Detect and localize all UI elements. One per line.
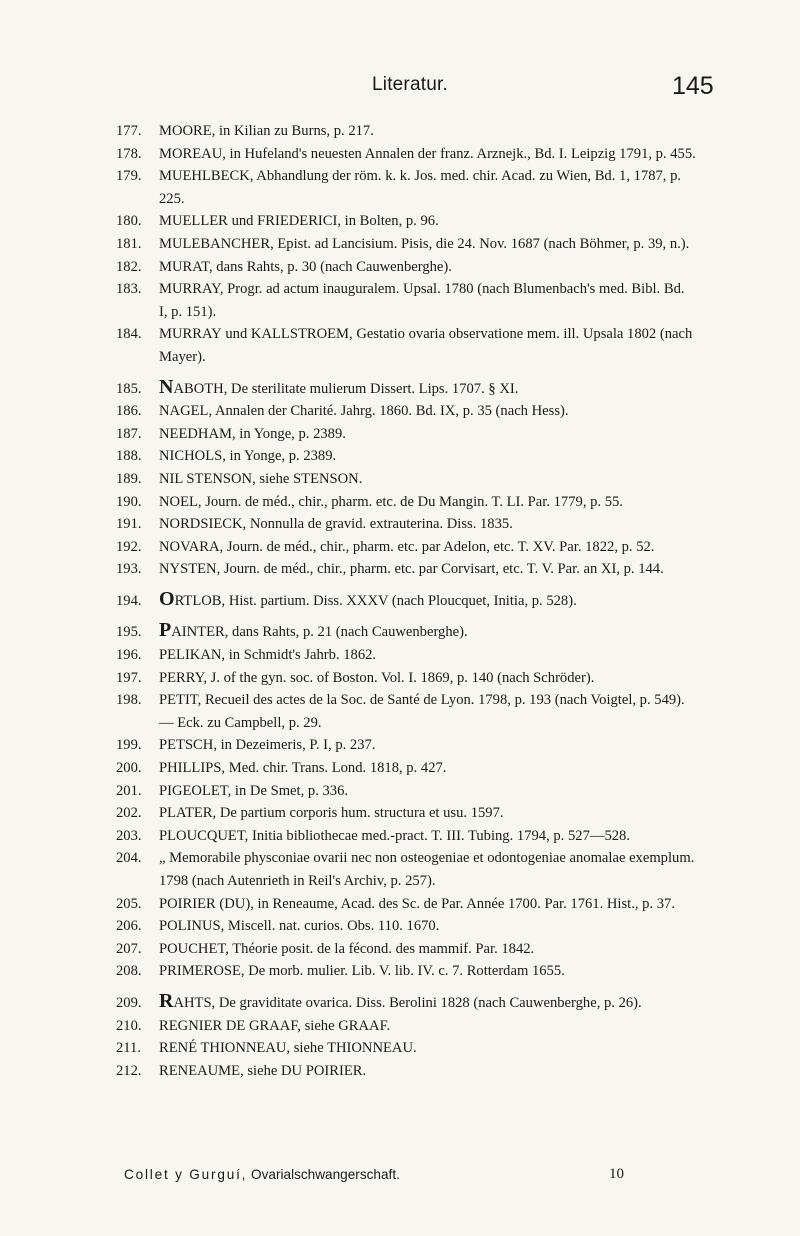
bibliography-entry <box>116 445 696 468</box>
entry-number: 191. <box>116 516 142 533</box>
entry-number: 177. <box>116 123 142 139</box>
entry-citation: Abhandlung der röm. k. k. Jos. med. chir. Acad. zu Wien, Bd. 1, 1787, p. 225. <box>159 168 685 207</box>
entry-author <box>159 963 245 979</box>
signature-names: Collet y Gurguí, <box>124 1167 248 1182</box>
entry-citation: Epist. ad Lancisium. Pisis, die 24. Nov. 1687 (nach Böhmer, p. 39, n.). <box>273 235 690 252</box>
bibliography-entry <box>116 143 696 166</box>
entry-author <box>159 587 226 610</box>
entry-initial: O <box>159 587 175 610</box>
entry-author-text: MURAT, <box>159 258 213 275</box>
entry-author-text: POIRIER (DU), <box>159 895 254 912</box>
entry-citation: Journ. de méd., chir., pharm. etc. de Du Mangin. T. LI. Par. 1779, p. 55. <box>201 493 623 510</box>
bibliography-entry <box>116 825 696 848</box>
entry-citation: Nonnulla de gravid. extrauterina. Diss. 1835. <box>246 516 513 533</box>
entry-citation: in De Smet, p. 336. <box>231 782 349 799</box>
bibliography-entry <box>116 120 696 143</box>
entry-number: 206. <box>116 918 142 935</box>
entry-author-text: NOVARA, <box>159 538 224 555</box>
entry-author <box>159 805 216 821</box>
entry-author <box>159 896 254 912</box>
entry-citation: Théorie posit. de la fécond. des mammif. Par. 1842. <box>228 940 535 957</box>
entry-citation: siehe GRAAF. <box>300 1017 391 1034</box>
entry-citation: J. of the gyn. soc. of Boston. Vol. I. 1869, p. 140 (nach Schröder). <box>207 669 595 686</box>
entry-citation: Annalen der Charité. Jahrg. 1860. Bd. IX, p. 35 (nach Hess). <box>212 403 569 420</box>
entry-citation: Journ. de méd., chir., pharm. etc. par Adelon, etc. T. XV. Par. 1822, p. 52. <box>223 538 655 555</box>
entry-author-text: ABOTH, <box>173 380 228 397</box>
entry-number: 208. <box>116 963 142 980</box>
printer-signature <box>124 1167 400 1182</box>
bibliography-entry <box>116 734 696 757</box>
entry-citation: siehe STENSON. <box>255 470 363 487</box>
entry-author-text: NYSTEN, <box>159 561 221 578</box>
entry-author-text: POUCHET, <box>159 940 229 957</box>
entry-citation: und KALLSTROEM, Gestatio ovaria observatione mem. ill. Upsala 1802 (nach Mayer). <box>159 326 696 365</box>
entry-number: 192. <box>116 538 142 555</box>
bibliography-entry <box>116 423 696 446</box>
entry-author-text: NOEL, <box>159 493 202 510</box>
bibliography-entry <box>116 689 696 734</box>
entry-author-text: PIGEOLET, <box>159 782 232 799</box>
entry-author <box>159 326 222 342</box>
entry-author-text: PERRY, <box>159 669 207 686</box>
page-header <box>0 74 800 114</box>
entry-author <box>159 989 216 1012</box>
entry-number: 185. <box>116 380 142 397</box>
entry-number: 184. <box>116 326 142 343</box>
entry-author-text: MOREAU, <box>159 145 226 162</box>
bibliography-entry <box>116 938 696 961</box>
entry-author-text: POLINUS, <box>159 918 225 935</box>
entry-number: 197. <box>116 669 142 686</box>
entry-author <box>159 236 274 252</box>
entry-author <box>159 647 225 663</box>
entry-number: 180. <box>116 213 142 230</box>
entry-number: 186. <box>116 403 142 420</box>
entry-author <box>159 375 228 398</box>
entry-author <box>159 539 223 555</box>
entry-author <box>159 619 229 642</box>
entry-number: 211. <box>116 1040 141 1057</box>
entry-author <box>159 1018 301 1034</box>
entry-citation: Med. chir. Trans. Lond. 1818, p. 427. <box>225 760 447 777</box>
bibliography-entry <box>116 210 696 233</box>
entry-author-text: NICHOLS, <box>159 448 226 465</box>
entry-citation: in Dezeimeris, P. I, p. 237. <box>216 737 376 754</box>
entry-number: 212. <box>116 1062 142 1079</box>
entry-author-text: PHILLIPS, <box>159 760 226 777</box>
entry-number: 183. <box>116 281 142 298</box>
entry-author <box>159 281 224 297</box>
entry-author-text: NORDSIECK, <box>159 516 247 533</box>
entry-citation: dans Rahts, p. 30 (nach Cauwenberghe). <box>212 258 452 275</box>
bibliography-entry <box>116 587 696 613</box>
entry-initial: P <box>159 619 172 642</box>
entry-author-text: PELIKAN, <box>159 647 226 664</box>
bibliography-list <box>116 120 696 1082</box>
entry-citation: Hist. partium. Diss. XXXV (nach Ploucquet, Initia, p. 528). <box>225 592 577 609</box>
page-number: 145 <box>672 72 714 100</box>
entry-author-text: REGNIER DE GRAAF, <box>159 1017 301 1034</box>
entry-author-text: PRIMEROSE, <box>159 963 245 980</box>
entry-author-text: AINTER, <box>171 624 229 641</box>
entry-initial: N <box>159 375 174 398</box>
entry-citation: Memorabile physconiae ovarii nec non osteogeniae et odontogeniae anomalae exemplum. 1798 (nach Autenrieth in Reil's Archiv, p. 257). <box>159 850 698 889</box>
entry-author-text: RENEAUME, <box>159 1062 244 1079</box>
entry-citation: Journ. de méd., chir., pharm. etc. par Corvisart, etc. T. V. Par. an XI, p. 144. <box>220 561 664 578</box>
entry-number: 188. <box>116 448 142 465</box>
entry-citation: und FRIEDERICI, in Bolten, p. 96. <box>227 213 439 230</box>
entry-author-text: RENÉ THIONNEAU, <box>159 1040 291 1057</box>
entry-citation: in Yonge, p. 2389. <box>235 425 346 442</box>
entry-author-text: MULEBANCHER, <box>159 235 274 252</box>
bibliography-entry <box>116 644 696 667</box>
bibliography-entry <box>116 621 696 644</box>
entry-citation: in Hufeland's neuesten Annalen der franz. Arznejk., Bd. I. Leipzig 1791, p. 455. <box>225 145 696 162</box>
entry-author-text: RTLOB, <box>174 592 226 609</box>
bibliography-entry <box>116 491 696 514</box>
bibliography-entry <box>116 1015 696 1038</box>
entry-author-text: NAGEL, <box>159 403 213 420</box>
bibliography-entry <box>116 233 696 256</box>
entry-author <box>159 828 248 844</box>
entry-author-text: PETSCH, <box>159 737 217 754</box>
entry-author <box>159 426 236 442</box>
entry-author <box>159 941 229 957</box>
entry-author-text: MURRAY <box>159 326 222 343</box>
entry-number: 204. <box>116 850 142 867</box>
bibliography-entry <box>116 468 696 491</box>
bibliography-entry <box>116 558 696 581</box>
signature-title: Ovarialschwangerschaft. <box>247 1167 400 1182</box>
bibliography-entry <box>116 847 696 892</box>
entry-citation: in Schmidt's Jahrb. 1862. <box>225 647 377 664</box>
entry-citation: Progr. ad actum inauguralem. Upsal. 1780 (nach Blumenbach's med. Bibl. Bd. I, p. 151). <box>159 281 689 320</box>
bibliography-entry <box>116 278 696 323</box>
bibliography-entry <box>116 802 696 825</box>
entry-number: 198. <box>116 692 142 709</box>
bibliography-entry <box>116 989 696 1015</box>
entry-citation: Recueil des actes de la Soc. de Santé de Lyon. 1798, p. 193 (nach Voigtel, p. 549). — Eck. zu Campbell, p. 29. <box>159 692 689 731</box>
bibliography-entry <box>116 893 696 916</box>
bibliography-entry <box>116 536 696 559</box>
entry-author-text: „ <box>159 850 166 867</box>
bibliography-entry <box>116 513 696 536</box>
bibliography-entry <box>116 165 696 210</box>
running-title: Literatur. <box>372 74 448 95</box>
entry-author <box>159 403 212 419</box>
entry-author <box>159 783 231 799</box>
entry-number: 195. <box>116 624 142 641</box>
entry-number: 178. <box>116 145 142 162</box>
entry-number: 181. <box>116 235 142 252</box>
entry-author-text: MUELLER <box>159 213 228 230</box>
entry-number: 196. <box>116 647 142 664</box>
entry-author <box>159 123 215 139</box>
entry-author-text: PLATER, <box>159 805 217 822</box>
entry-number: 203. <box>116 827 142 844</box>
bibliography-entry <box>116 323 696 368</box>
entry-number: 207. <box>116 940 142 957</box>
entry-author <box>159 760 225 776</box>
entry-number: 187. <box>116 425 142 442</box>
entry-number: 209. <box>116 994 142 1011</box>
bibliography-entry <box>116 915 696 938</box>
bibliography-entry <box>116 1060 696 1083</box>
entry-number: 179. <box>116 168 142 185</box>
entry-citation: in Reneaume, Acad. des Sc. de Par. Année 1700. Par. 1761. Hist., p. 37. <box>253 895 675 912</box>
entry-author <box>159 1040 290 1056</box>
entry-author <box>159 494 202 510</box>
entry-author <box>159 670 207 686</box>
entry-citation: De partium corporis hum. structura et usu. 1597. <box>216 805 504 822</box>
bibliography-entry <box>116 375 696 401</box>
bibliography-entry <box>116 780 696 803</box>
entry-citation: Miscell. nat. curios. Obs. 110. 1670. <box>224 918 440 935</box>
entry-author <box>159 213 228 229</box>
entry-author <box>159 471 256 487</box>
entry-author-text: PETIT, <box>159 692 202 709</box>
entry-number: 200. <box>116 760 142 777</box>
entry-number: 190. <box>116 493 142 510</box>
entry-author <box>159 692 201 708</box>
entry-number: 194. <box>116 592 142 609</box>
entry-citation: siehe DU POIRIER. <box>243 1062 367 1079</box>
entry-initial: R <box>159 989 174 1012</box>
bibliography-entry <box>116 960 696 983</box>
entry-number: 210. <box>116 1017 142 1034</box>
entry-number: 182. <box>116 258 142 275</box>
entry-citation: siehe THIONNEAU. <box>290 1040 417 1057</box>
bibliography-entry <box>116 757 696 780</box>
entry-author <box>159 918 224 934</box>
entry-author <box>159 561 220 577</box>
entry-citation: Initia bibliothecae med.-pract. T. III. Tubing. 1794, p. 527—528. <box>248 827 631 844</box>
bibliography-entry <box>116 256 696 279</box>
entry-number: 189. <box>116 470 142 487</box>
entry-author <box>159 516 246 532</box>
entry-author <box>159 448 226 464</box>
entry-citation: De sterilitate mulierum Dissert. Lips. 1707. § XI. <box>227 380 519 397</box>
entry-author-text: MOORE, <box>159 123 216 139</box>
bibliography-entry <box>116 400 696 423</box>
entry-author-text: NIL STENSON, <box>159 470 256 487</box>
entry-number: 202. <box>116 805 142 822</box>
entry-author <box>159 168 253 184</box>
entry-author-text: AHTS, <box>173 994 216 1011</box>
bibliography-entry <box>116 1037 696 1060</box>
entry-author-text: MUEHLBECK, <box>159 168 254 185</box>
entry-citation: in Kilian zu Burns, p. 217. <box>215 123 374 139</box>
entry-author <box>159 737 217 753</box>
bibliography-entry <box>116 667 696 690</box>
entry-author <box>159 146 226 162</box>
entry-author-text: NEEDHAM, <box>159 425 236 442</box>
sheet-number: 10 <box>609 1166 624 1182</box>
entry-author-text: MURRAY, <box>159 281 224 298</box>
entry-citation: in Yonge, p. 2389. <box>225 448 337 465</box>
entry-number: 193. <box>116 561 142 578</box>
entry-citation: De graviditate ovarica. Diss. Berolini 1828 (nach Cauwenberghe, p. 26). <box>215 994 642 1011</box>
entry-author-text: PLOUCQUET, <box>159 827 249 844</box>
entry-number: 205. <box>116 895 142 912</box>
entry-citation: De morb. mulier. Lib. V. lib. IV. c. 7. Rotterdam 1655. <box>244 963 565 980</box>
entry-number: 201. <box>116 782 142 799</box>
entry-author <box>159 259 213 275</box>
entry-author <box>159 1063 244 1079</box>
entry-citation: dans Rahts, p. 21 (nach Cauwenberghe). <box>228 624 468 641</box>
entry-number: 199. <box>116 737 142 754</box>
